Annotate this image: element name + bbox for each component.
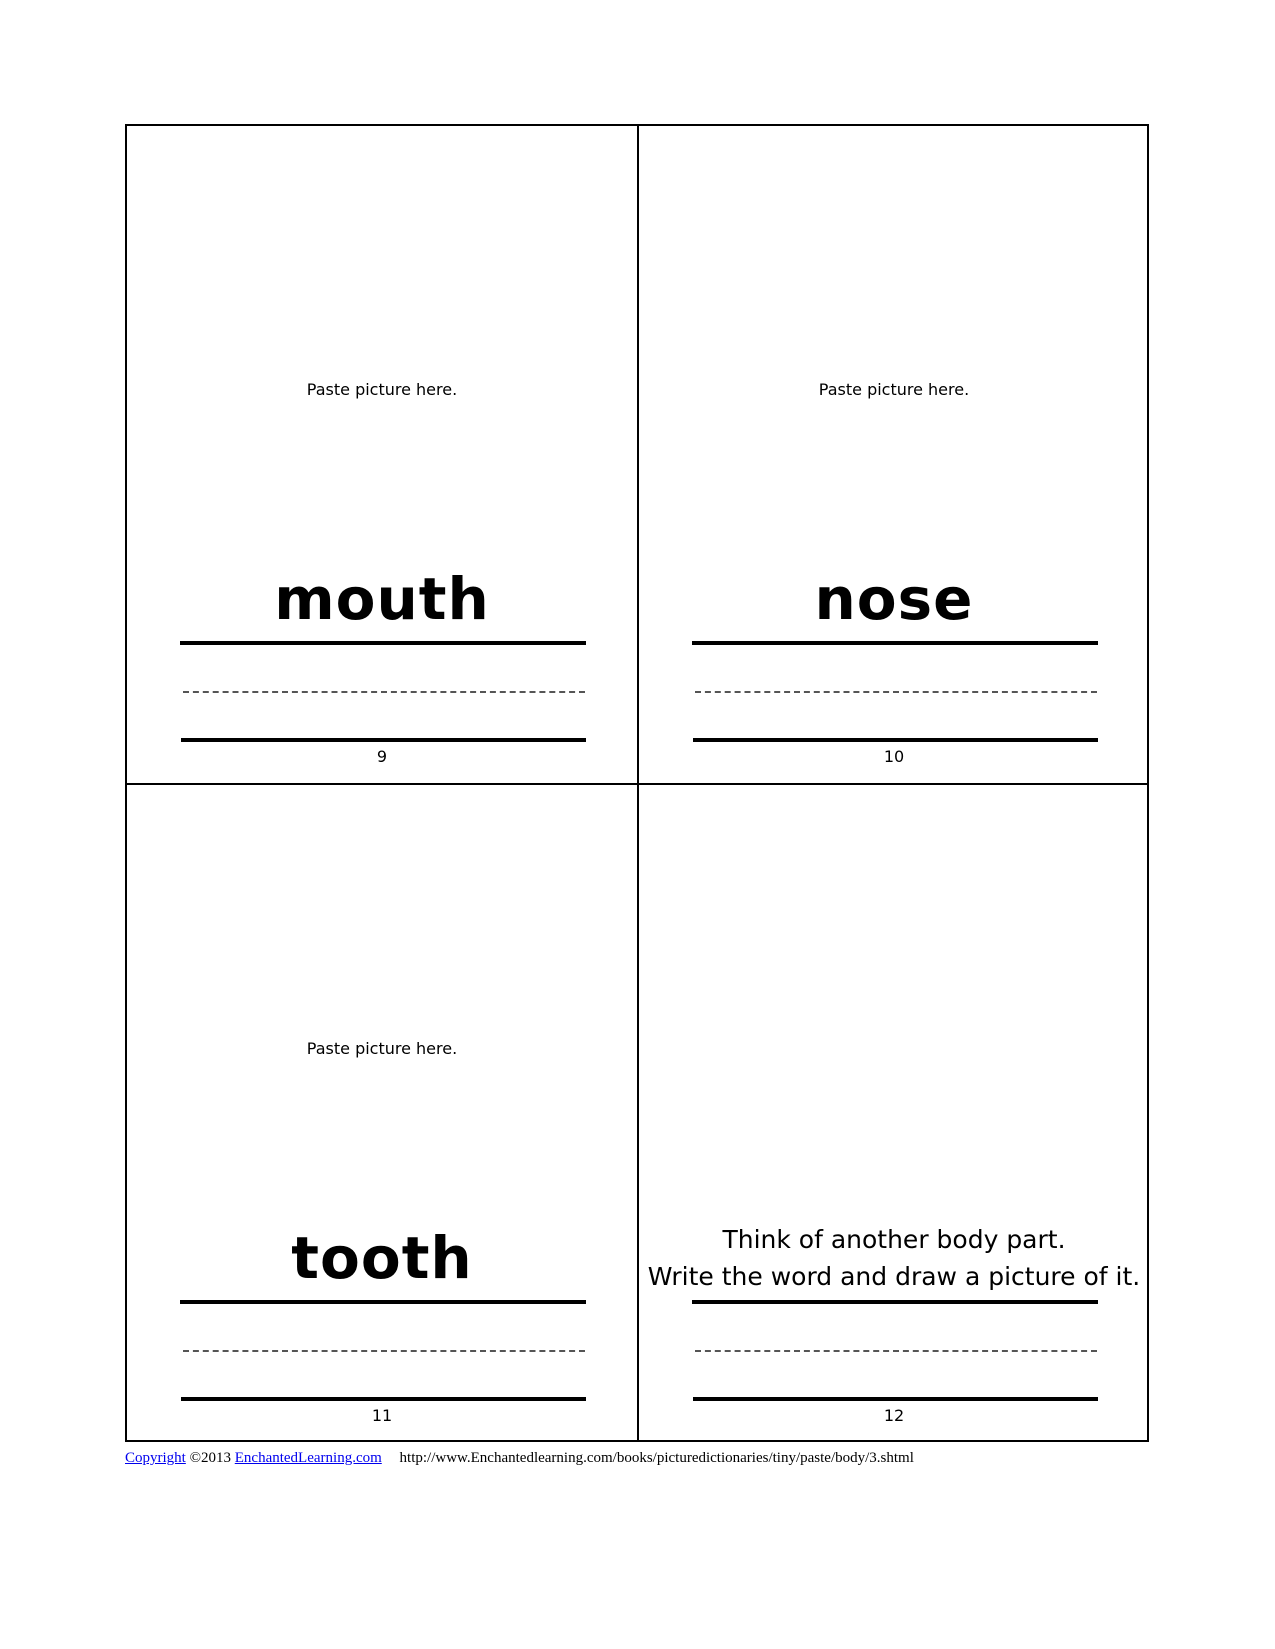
paste-picture-label: Paste picture here. xyxy=(306,1039,458,1058)
card-tooth xyxy=(127,785,637,1442)
site-link[interactable]: EnchantedLearning.com xyxy=(234,1450,382,1466)
card-word: mouth xyxy=(274,565,490,633)
writing-line-dashed xyxy=(695,691,1097,693)
copyright-year: ©2013 xyxy=(189,1450,231,1466)
paste-picture-label: Paste picture here. xyxy=(818,380,970,399)
page-number: 9 xyxy=(376,747,388,766)
writing-line-dashed xyxy=(183,1350,585,1352)
card-word: nose xyxy=(814,565,974,633)
page-url: http://www.Enchantedlearning.com/books/picturedictionaries/tiny/paste/body/3.shtml xyxy=(399,1450,914,1466)
writing-line-dashed xyxy=(695,1350,1097,1352)
writing-line-top xyxy=(692,641,1098,645)
card-word: tooth xyxy=(291,1224,473,1292)
paste-picture-label: Paste picture here. xyxy=(306,380,458,399)
writing-line-dashed xyxy=(183,691,585,693)
card-write-your-own xyxy=(639,785,1149,1442)
instruction-line-1: Think of another body part. xyxy=(722,1225,1066,1254)
flashcard-grid xyxy=(125,124,1149,1442)
copyright-link[interactable]: Copyright xyxy=(125,1450,186,1466)
writing-line-bottom xyxy=(181,738,586,742)
writing-line-top xyxy=(692,1300,1098,1304)
page-number: 11 xyxy=(371,1406,393,1425)
writing-line-bottom xyxy=(693,1397,1098,1401)
writing-line-top xyxy=(180,641,586,645)
writing-line-bottom xyxy=(181,1397,586,1401)
instructions xyxy=(639,1221,1149,1295)
page-number: 12 xyxy=(883,1406,905,1425)
writing-line-bottom xyxy=(693,738,1098,742)
card-mouth xyxy=(127,126,637,783)
footer xyxy=(125,1450,914,1467)
writing-line-top xyxy=(180,1300,586,1304)
card-nose xyxy=(639,126,1149,783)
instruction-line-2: Write the word and draw a picture of it. xyxy=(647,1262,1141,1291)
page-number: 10 xyxy=(883,747,905,766)
